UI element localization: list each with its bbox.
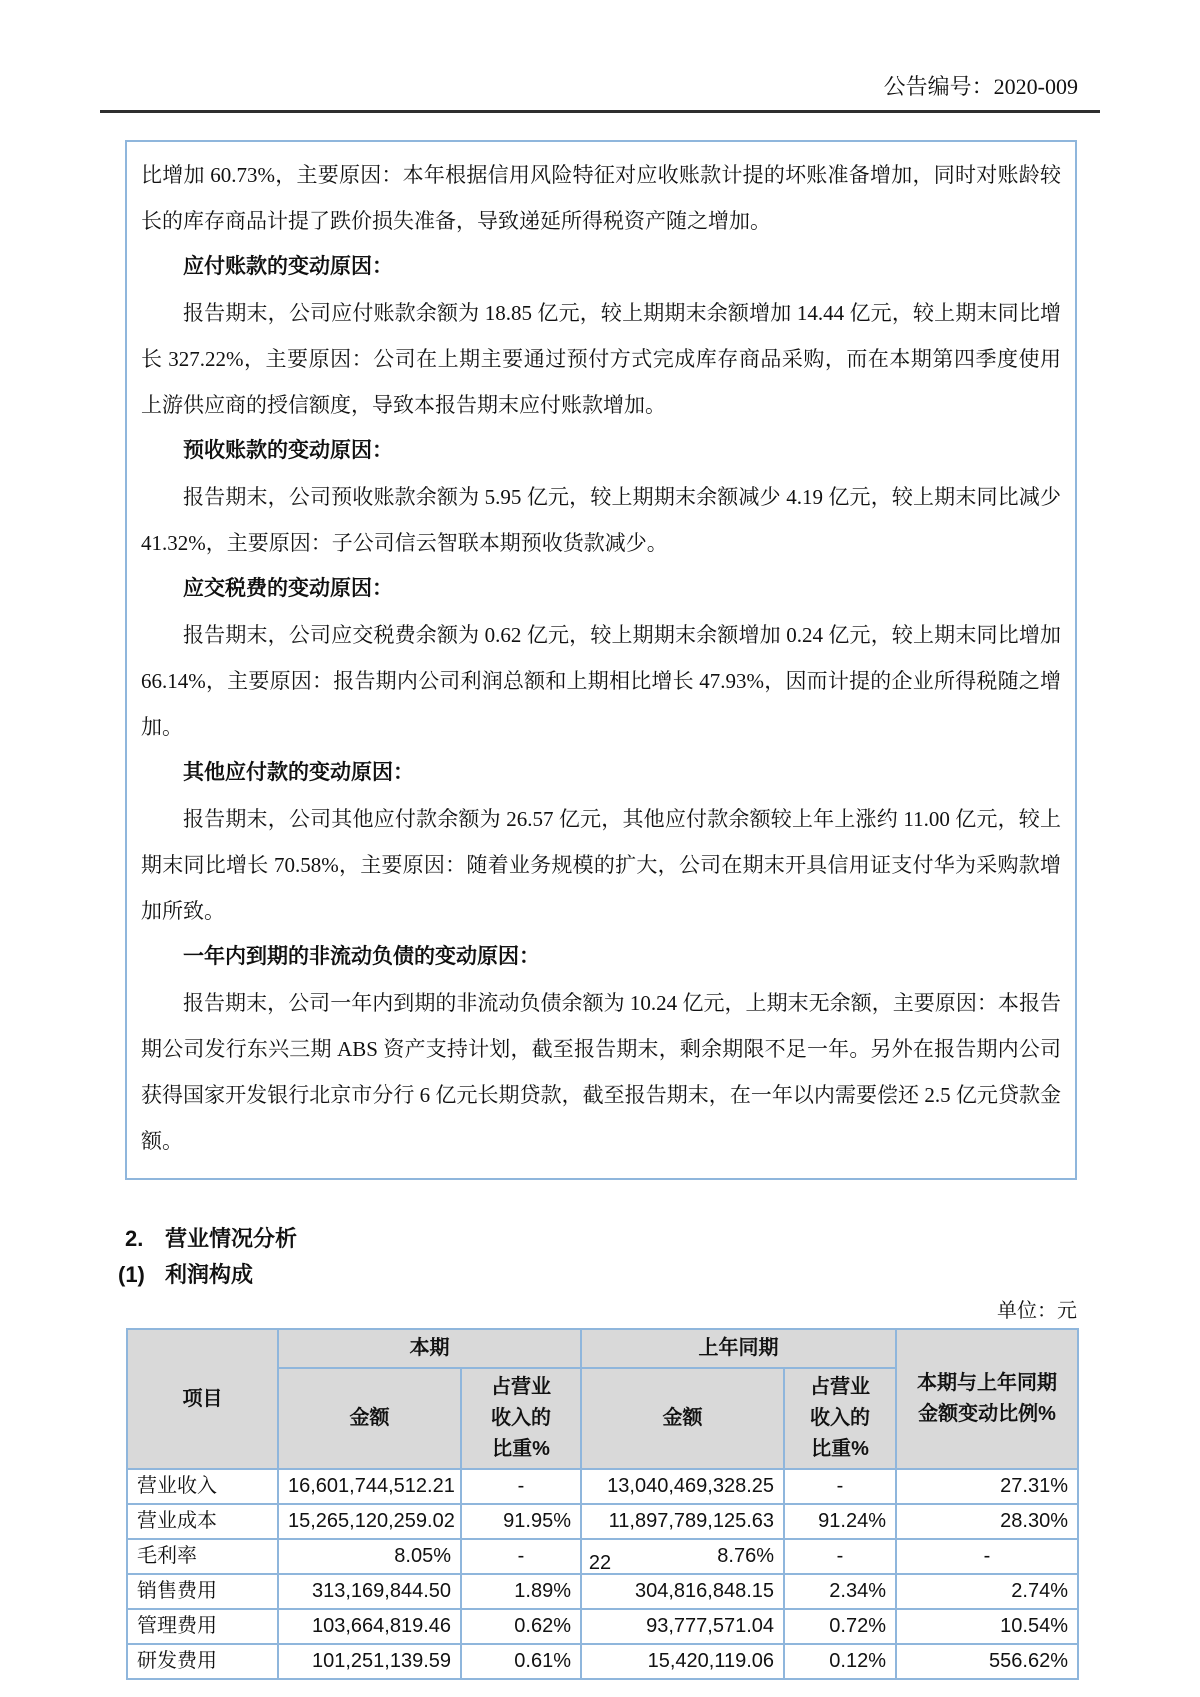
paragraph: 比增加 60.73%，主要原因：本年根据信用风险特征对应收账款计提的坏账准备增加，同时对账龄较长的库存商品计提了跌价损失准备，导致递延所得税资产随之增加。 [141,163,1061,233]
content-box [125,140,1077,1180]
subsection-title: 利润构成 [165,1262,254,1287]
table-cell-change: 556.62% [896,1644,1078,1679]
table-cell-item: 营业收入 [127,1469,278,1504]
document-page [100,0,1100,1680]
table-cell-prior_amount: 8.76% [581,1539,784,1574]
table-cell-item: 营业成本 [127,1504,278,1539]
header-cell-change: 本期与上年同期金额变动比例% [896,1329,1078,1469]
table-cell-prior_amount: 11,897,789,125.63 [581,1504,784,1539]
section-number: 2. [125,1226,144,1251]
table-cell-cur_amount: 313,169,844.50 [278,1574,461,1609]
table-cell-prior_amount: 304,816,848.15 [581,1574,784,1609]
table-cell-cur_ratio: 1.89% [461,1574,581,1609]
paragraph: 报告期末，公司预收账款余额为 5.95 亿元，较上期期末余额减少 4.19 亿元，较上期末同比减少 41.32%，主要原因：子公司信云智联本期预收货款减少。 [141,485,1061,555]
table-cell-change: 28.30% [896,1504,1078,1539]
table-cell-prior_amount: 93,777,571.04 [581,1609,784,1644]
table-cell-change: 27.31% [896,1469,1078,1504]
table-cell-change: 10.54% [896,1609,1078,1644]
table-cell-prior_ratio: 2.34% [784,1574,896,1609]
table-row [127,1644,1078,1679]
table-cell-prior_ratio: 91.24% [784,1504,896,1539]
paragraph: 报告期末，公司一年内到期的非流动负债余额为 10.24 亿元，上期末无余额，主要原因：本报告期公司发行东兴三期 ABS 资产支持计划，截至报告期末，剩余期限不足一年。另外在报告期内公司获得国家开发银行北京市分行 6 亿元长期贷款，截至报告期末，在一年以内需要偿还 2.5 亿元贷款金额。 [141,991,1061,1153]
table-cell-change: 2.74% [896,1574,1078,1609]
table-cell-cur_ratio: 91.95% [461,1504,581,1539]
table-cell-prior_amount: 13,040,469,328.25 [581,1469,784,1504]
table-cell-prior_ratio: 0.12% [784,1644,896,1679]
table-cell-item: 毛利率 [127,1539,278,1574]
header-cell-item: 项目 [127,1329,278,1469]
table-cell-cur_amount: 16,601,744,512.21 [278,1469,461,1504]
unit-label: 单位：元 [997,1300,1077,1322]
paragraph: 报告期末，公司应付账款余额为 18.85 亿元，较上期期末余额增加 14.44 亿元，较上期末同比增长 327.22%，主要原因：公司在上期主要通过预付方式完成库存商品采购，而在本期第四季度使用上游供应商的授信额度，导致本报告期末应付账款增加。 [141,301,1061,417]
header-rule [100,110,1100,113]
header-cell-prior-ratio: 占营业收入的比重% [784,1368,896,1469]
paragraph: 报告期末，公司应交税费余额为 0.62 亿元，较上期期末余额增加 0.24 亿元，较上期末同比增加 66.14%，主要原因：报告期内公司利润总额和上期相比增长 47.93%，因而计提的企业所得税随之增加。 [141,623,1061,739]
table-cell-cur_amount: 8.05% [278,1539,461,1574]
table-cell-cur_ratio: 0.61% [461,1644,581,1679]
table-row [127,1609,1078,1644]
table-cell-cur_ratio: - [461,1539,581,1574]
table-row [127,1469,1078,1504]
subsection-number: (1) [118,1262,145,1287]
table-cell-change: - [896,1539,1078,1574]
header-cell-prior-period: 上年同期 [581,1329,896,1368]
table-header-row-1 [127,1329,1078,1368]
profit-table [126,1328,1079,1680]
section-title: 营业情况分析 [165,1226,298,1251]
paragraph: 报告期末，公司其他应付款余额为 26.57 亿元，其他应付款余额较上年上涨约 11.00 亿元，较上期末同比增长 70.58%，主要原因：随着业务规模的扩大，公司在期末开具信用证支付华为采购款增加所致。 [141,807,1061,923]
paragraph-heading: 预收账款的变动原因： [183,439,393,462]
doc-number: 公告编号：2020-009 [883,74,1078,99]
subsection-heading [118,1260,1100,1290]
table-cell-prior_ratio: 0.72% [784,1609,896,1644]
paragraph-heading: 一年内到期的非流动负债的变动原因： [183,945,540,968]
paragraph-heading: 应付账款的变动原因： [183,255,393,278]
table-cell-prior_amount: 15,420,119.06 [581,1644,784,1679]
table-cell-cur_amount: 15,265,120,259.02 [278,1504,461,1539]
table-cell-prior_ratio: - [784,1469,896,1504]
table-cell-cur_ratio: 0.62% [461,1609,581,1644]
table-cell-cur_ratio: - [461,1469,581,1504]
table-cell-item: 销售费用 [127,1574,278,1609]
table-cell-cur_amount: 103,664,819.46 [278,1609,461,1644]
paragraph-heading: 应交税费的变动原因： [183,577,393,600]
table-row [127,1504,1078,1539]
table-row [127,1574,1078,1609]
header-cell-current-ratio: 占营业收入的比重% [461,1368,581,1469]
table-cell-item: 管理费用 [127,1609,278,1644]
table-cell-cur_amount: 101,251,139.59 [278,1644,461,1679]
header-cell-current-amount: 金额 [278,1368,461,1469]
section-heading [125,1224,1100,1254]
paragraph-heading: 其他应付款的变动原因： [183,761,414,784]
table-cell-prior_ratio: - [784,1539,896,1574]
page-number: 22 [588,1552,612,1574]
table-cell-item: 研发费用 [127,1644,278,1679]
header-cell-prior-amount: 金额 [581,1368,784,1469]
header-cell-current-period: 本期 [278,1329,581,1368]
